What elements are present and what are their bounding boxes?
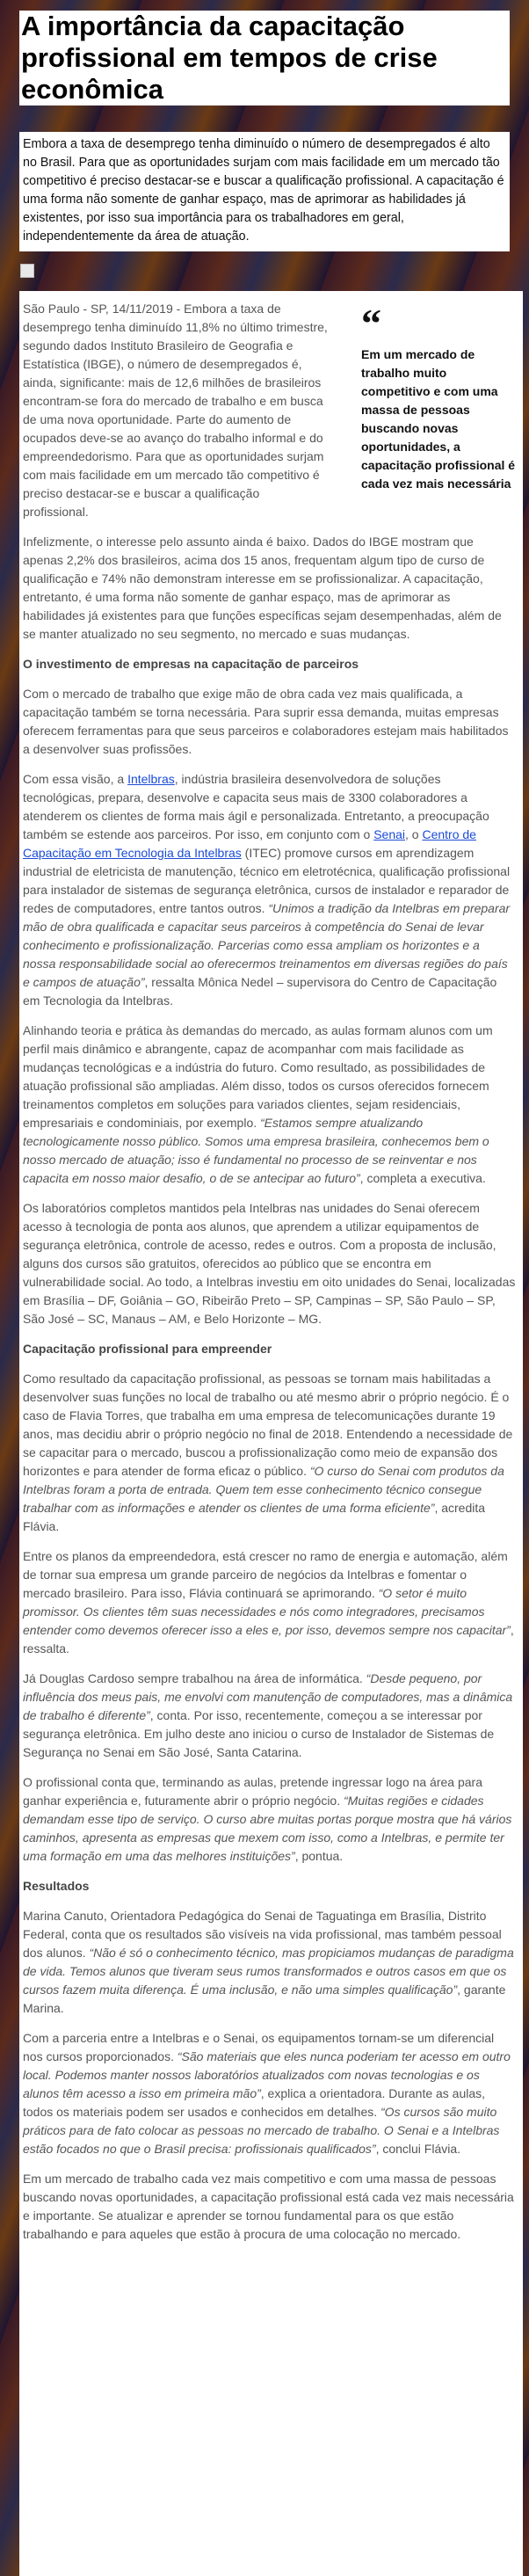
paragraph [23,1547,516,1658]
paragraph-text: Como resultado da capacitação profissional, as pessoas se tornam mais habilitadas a desenvolver suas funções no local de trabalho ou até mesmo abrir o próprio negócio. É o caso de Flavia Torres, que trabalha em uma empresa de telecomunicações durante 19 anos, mas decidiu abrir o próprio negócio no final de 2018. Entendendo a necessidade de se capacitar para o mercado, buscou a profissionalização como meio de expansão dos horizontes e para atender de forma eficaz o público. [23,1372,513,1478]
paragraph-text: , completa a executiva. [359,1171,486,1185]
quote-text: “São materiais que eles nunca poderiam ter acesso em outro local. Podemos manter nossos laboratórios atualizados com novas tecnologias e os alunos têm acesso a isso em primeira mão” [23,2049,511,2100]
paragraph-text: O profissional conta que, terminando as aulas, pretende ingressar logo na área para ganhar experiência e, futuramente abrir o próprio negócio. [23,1775,482,1808]
paragraph-text: , o [405,827,423,841]
itec-link[interactable]: Centro de Capacitação em Tecnologia da Intelbras [23,827,476,860]
hero-title-box [19,11,510,106]
paragraph [23,1022,516,1188]
paragraph-text: Entre os planos da empreendedora, está crescer no ramo de energia e automação, além de tornar sua empresa um grande parceiro de negócios da Intelbras e fomentar o mercado brasileiro. Para isso, Flávia continuará se aprimorando. [23,1549,508,1600]
paragraph-text: , ressalta Mônica Nedel – supervisora do Centro de Capacitação em Tecnologia da Intelbras. [23,975,497,1008]
senai-link[interactable]: Senai [373,827,406,841]
paragraph-text: Com essa visão, a [23,772,128,786]
paragraph-text: , conta. Por isso, recentemente, começou a se interessar por segurança eletrônica. Em julho deste ano iniciou o curso de Instalador de Sistemas de Segurança no Senai em São José, Santa Catarina. [23,1708,495,1759]
paragraph-text: Embora a taxa de desemprego tenha diminuído 11,8% no último trimestre, segundo dados Instituto Brasileiro de Geografia e Estatística (IBGE), o número de desempregados é, ainda, significante: mais de 12,6 milhões de brasileiros encontram-se fora do mercado de trabalho e em busca de uma nova oportunidade. Parte do aumento de ocupados deve-se ao avanço do trabalho informal e do empreendedorismo. Para que as oportunidades surjam com mais facilidade em um mercado tão competitivo é preciso destacar-se e buscar a qualificação profissional. [23,302,328,519]
quote-text: “Desde pequeno, por influência dos meus pais, me envolvi com manutenção de computadores, mas a dinâmica de trabalho é diferente” [23,1671,513,1722]
paragraph: Com o mercado de trabalho que exige mão de obra cada vez mais qualificada, a capacitação também se torna necessária. Para suprir essa demanda, muitas empresas oferecem ferramentas para que seus parceiros e colaboradores estejam mais habilitados a desenvolver suas profissões. [23,687,509,756]
quote-text: “O curso do Senai com produtos da Intelbras foram a porta de entrada. Quem tem esse conhecimento técnico consegue trabalhar com as informações e atender os clientes de uma forma eficiente” [23,1464,504,1515]
lead-paragraph: Embora a taxa de desemprego tenha diminuído o número de desempregados é alto no Brasil. Para que as oportunidades surjam com mais facilidade em um mercado tão competitivo é preciso destacar-se e buscar a qualificação profissional. A capacitação é uma forma não somente de ganhar espaço, mas de aprimorar as habilidades já existentes, por isso sua importância para os trabalhadores em geral, independentemente da área de atuação. [23,137,504,244]
paragraph-text: , garante Marina. [23,1983,506,2015]
paragraph-text: , pontua. [294,1849,344,1863]
paragraph-text: , indústria brasileira desenvolvedora de soluções tecnológicas, prepara, desenvolve e capacita seus mais de 3300 colaboradores a atenderem os clientes de forma mais ágil e personalizada. Entretanto, a preocupação também se estende aos parceiros. Por isso, em conjunto com o [23,772,489,841]
paragraph [23,1370,516,1536]
paragraph: Em um mercado de trabalho cada vez mais competitivo e com uma massa de pessoas buscando novas oportunidades, a capacitação profissional está cada vez mais necessária e importante. Se atualizar e aprender se tornou fundamental para os que estão trabalhando e para aqueles que estão à procura de uma colocação no mercado. [23,2172,514,2241]
quote-mark-icon: “ [361,301,381,346]
intelbras-link[interactable]: Intelbras [127,772,175,786]
paragraph-text: Já Douglas Cardoso sempre trabalhou na área de informática. [23,1671,366,1685]
paragraph-text: , acredita Flávia. [23,1501,486,1533]
quote-text: “Não é só o conhecimento técnico, mas propiciamos mudanças de paradigma de vida. Temos alunos que tiveram seus rumos transformados e outros casos em que os cursos fazem muita diferença. É uma inclusão, e não uma simples qualificação” [23,1946,514,1997]
quote-text: “Os cursos são muito práticos para de fato colocar as pessoas no mercado de trabalho. O Senai e a Intelbras estão focados no que o Brasil precisa: profissionais qualificados” [23,2105,500,2156]
section-heading: Resultados [23,1879,90,1893]
quote-text: “Unimos a tradição da Intelbras em preparar mão de obra qualificada e capacitar seus parceiros à competência do Senai de levar conhecimento e profissionalização. Parcerias como essa ampliam os horizontes e a nossa responsabilidade social ao oferecermos treinamentos em diversas regiões do país e campos de atuação” [23,901,511,989]
paragraph-text: , conclui Flávia. [375,2142,461,2156]
quote-text: “Estamos sempre atualizando tecnologicamente nosso público. Somos uma empresa brasileira, conhecemos bem o nosso mercado de atuação; isso é fundamental no processo de se reinventar e nos capacita em nosso maior desafio, o de se antecipar ao futuro” [23,1116,489,1185]
paragraph-text: Com a parceria entre a Intelbras e o Senai, os equipamentos tornam-se um diferencial nos cursos proporcionados. [23,2031,495,2063]
dateline: São Paulo - SP, 14/11/2019 - [23,302,181,316]
paragraph [23,1773,516,1866]
article-body [19,291,523,2576]
page-title: A importância da capacitação profissional em tempos de crise econômica [21,11,438,105]
section-heading: Capacitação profissional para empreender [23,1342,272,1356]
paragraph [23,770,516,1010]
paragraph [23,1907,516,2018]
paragraph [23,1670,516,1762]
broken-image-icon [20,264,34,278]
paragraph-text: , explica a orientadora. Durante as aulas, todos os materiais podem ser usados e conhecidos em detalhes. [23,2086,486,2119]
paragraph [23,2029,516,2158]
section-heading: O investimento de empresas na capacitação de parceiros [23,657,359,671]
quote-text: “Muitas regiões e cidades demandam esse tipo de serviço. O curso abre muitas portas porque mostra que há vários caminhos, apresenta as empresas que mexem com isso, como a Intelbras, e permite ter uma formação em uma das melhores instituições” [23,1794,512,1863]
pull-quote-text: Em um mercado de trabalho muito competitivo e com uma massa de pessoas buscando novas oportunidades, a capacitação profissional é cada vez mais necessária [361,347,516,491]
paragraph-text: Alinhando teoria e prática às demandas do mercado, as aulas formam alunos com um perfil mais dinâmico e abrangente, capaz de acompanhar com mais facilidade as mudanças tecnológicas e a indústria do futuro. Como resultado, as possibilidades de atuação profissional são ampliadas. Além disso, todos os cursos oferecidos fornecem treinamentos completos em soluções para variados clientes, sejam residenciais, empresariais e condominiais, por exemplo. [23,1023,493,1130]
quote-text: “O setor é muito promissor. Os clientes têm suas necessidades e nós como integradores, precisamos entender como devemos oferecer isso a eles e, por isso, devemos sempre nos capacitar” [23,1586,511,1637]
paragraph: Infelizmente, o interesse pelo assunto ainda é baixo. Dados do IBGE mostram que apenas 2,2% dos brasileiros, acima dos 15 anos, frequentam algum tipo de curso de qualificação e 74% não demonstram interesse em se profissionalizar. A capacitação, entretanto, é uma forma não somente de ganhar espaço, mas de aprimorar as habilidades já existentes para que funções específicas sejam desempenhadas, além de se manter atualizado no seu segmento, no mercado e suas mudanças. [23,535,502,641]
hero-lead-box [19,132,510,251]
hero-section [0,0,529,278]
pull-quote [342,300,516,493]
paragraph-text: Marina Canuto, Orientadora Pedagógica do Senai de Taguatinga em Brasília, Distrito Federal, conta que os resultados são visíveis na vida profissional, mas também pessoal dos alunos. [23,1909,502,1960]
paragraph: Os laboratórios completos mantidos pela Intelbras nas unidades do Senai oferecem acesso à tecnologia de ponta aos alunos, que aprendem a utilizar equipamentos de segurança eletrônica, controle de acesso, redes e outros. Com a proposta de inclusão, alguns dos cursos são gratuitos, oferecidos ao público que se encontra em vulnerabilidade social. Ao todo, a Intelbras investiu em oito unidades do Senai, localizadas em Brasília – DF, Goiânia – GO, Ribeirão Preto – SP, Campinas – SP, São Paulo – SP, São José – SC, Manaus – AM, e Belo Horizonte – MG. [23,1201,516,1326]
paragraph-text: , ressalta. [23,1623,514,1655]
paragraph-text: (ITEC) promove cursos em aprendizagem industrial de eletricista de manutenção, técnico em eletrotécnica, qualificação profissional para instalador de sistemas de segurança eletrônica, cursos de instalador e reparador de redes de computadores, entre tantos outros. [23,846,511,915]
